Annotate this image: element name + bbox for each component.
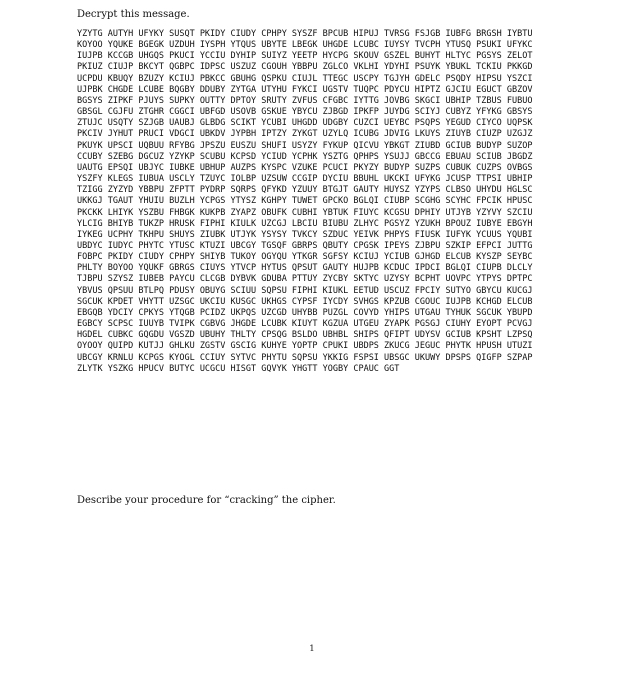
cipher-line: UCPDU KBUQY BZUZY KCIUJ PBKCC GBUHG QSPKU CIUJL TTEGC USCPY TGJYH GDELC PSQDY HIPSU YSZCI — [77, 73, 533, 84]
cipher-line: YSZFY KLEGS IUBUA USCLY TZUYC IOLBP UZSUW CCGIP DYCIU BBUHL UKCKI UFYKG JCUSP TTPSI UBHIP — [77, 174, 533, 185]
cipher-text-block — [77, 29, 597, 375]
cipher-line: IYKEG UCPHY TKHPU SHUYS ZIUBK UTJYK YSYSY TVKCY SZDUC YEIVK PHPYS FIUSK IUFYK YCUUS YQUBI — [77, 229, 533, 240]
cipher-line: KOYOO YQUKE BGEGK UZDUH IYSPH YTQUS UBYTE LBEGK UHGDE LCUBC IUYSY TVCPH YTUSQ PSUKI UFYKC — [77, 40, 533, 51]
cipher-line: FOBPC PKIDY CIUDY CPHPY SHIYB TUKOY OGYQU YTKGR SGFSY KCIUJ YCIUB GJHGD ELCUB KYSZP SEYBC — [77, 252, 533, 263]
cipher-line: PKCKK LHIYK YSZBU FHBGK KUKPB ZYAPZ OBUFK CUBHI YBTUK FIUYC KCGSU DPHIY UTJYB YZYVY SZCIU — [77, 207, 533, 218]
page-title: Decrypt this message. — [77, 9, 190, 20]
cipher-line: TJBPU SZYSZ IUBEB PAYCU CLCGB DYBVK GDUBA PTTUY ZYCBY SKTYC UZYSY BCPHT UOVPC YTPYS DPTPC — [77, 274, 533, 285]
cipher-line: PHLTY BOYOO YQUKF GBRGS CIUYS YTVCP HYTUS QPSUT GAUTY HUJPB KCDUC IPDCI BGLQI CIUPB DLCLY — [77, 263, 533, 274]
page-number: 1 — [309, 644, 315, 654]
cipher-line: PKUYK UPSCI UQBUU RFYBG JPSZU EUSZU SHUFI USYZY FYKUP QICVU YBKGT ZIUBD GCIUB BUDYP SUZOP — [77, 140, 533, 151]
cipher-line: TZIGG ZYZYD YBBPU ZFPTT PYDRP SQRPS QFYKD YZUUY BTGJT GAUTY HUYSZ YZYPS CLBSO UHYDU HGLSC — [77, 185, 533, 196]
cipher-line: ZLYTK YSZKG HPUCV BUTYC UCGCU HISGT GQVYK YHGTT YOGBY CPAUC GGT — [77, 363, 400, 374]
cipher-line: UKKGJ TGAUT YHUIU BUZLH YCPGS YTYSZ KGHPY TUWET GPCKO BGLQI CIUBP SCGHG SCYHC FPCIK HPUSC — [77, 196, 533, 207]
cipher-line: YLCIG BHIYB TUKZP HRUSK FIPHI KIULK UZCGJ LBCIU BIUBU ZLHYC PGSYZ YZUKH BPOUZ IUBYE EBGYH — [77, 218, 533, 229]
cipher-line: CCUBY SZEBG DGCUZ YZYKP SCUBU KCPSD YCIUD YCPHK YSZTG QPHPS YSUJJ GBCCG EBUAU SCIUB JBGDZ — [77, 151, 533, 162]
question-prompt: Describe your procedure for “cracking” the cipher. — [77, 495, 336, 506]
cipher-line: PKCIV JYHUT PRUCI VDGCI UBKDV JYPBH IPTZY ZYKGT UZYLQ ICUBG JDVIG LKUYS ZIUYB CIUZP UZGJZ — [77, 129, 533, 140]
cipher-line: EBGQB YDCIY CPKYS YTQGB PCIDZ UKPQS UZCGD UHYBB PUZGL COVYD YHIPS UTGAU TYHUK SGCUK YBUPD — [77, 307, 533, 318]
cipher-line: BGSYS ZIPKF PJUYS SUPKY OUTTY DPTOY SRUTY ZVFUS CFGBC IYTTG JOVBG SKGCI UBHIP TZBUS FUBUO — [77, 95, 533, 106]
cipher-line: OYOOY QUIPD KUTJJ GHLKU ZGSTV GSCIG KUHYE YOPTP CPUKI UBDPS ZKUCG JEGUC PHYTK HPUSH UTUZI — [77, 341, 533, 352]
cipher-line: IUJPB KCCGB UHGQS PKUCI YCCIU DYHIP SUIYZ YEETP HYCPG SKOUV GSZEL BUHYT HLTYC PGSYS ZELOT — [77, 51, 533, 62]
cipher-line: UAUTG EPSQI UBJYC IUBKE UBHUP AUZPS KYSPC VZUKE PCUCI PKYZY BUDYP SUZPS CUBUK CUZPS OVBGS — [77, 162, 533, 173]
cipher-line: SGCUK KPDET VHYTT UZSGC UKCIU KUSGC UKHGS CYPSF IYCDY SVHGS KPZUB CGOUC IUJPB KCHGD ELCUB — [77, 296, 533, 307]
cipher-line: PKIUZ CIUJP BKCYT QGBPC IDPSC USZUZ CGOUH YBBPU ZGLCO VKLHI YDYHI PSUYK YBUKL TCKIU PKKGD — [77, 62, 533, 73]
cipher-line: GBSGL CGJFU ZTGHR CGGCI UBFGD USOVB GSKUE YBYCU ZJBGD IPKFP JUYDG SCIYJ CUBYZ YFYKG GBSYS — [77, 107, 533, 118]
cipher-line: YZYTG AUTYH UFYKY SUSQT PKIDY CIUDY CPHPY SYSZF BPCUB HIPUJ TVRSG FSJGB IUBFG BRGSH IYBTU — [77, 29, 533, 39]
cipher-line: UJPBK CHGDE LCUBE BQGBY DDUBY ZYTGA UTYHU FYKCI UGSTV TUQPC PDYCU HIPTZ GJCIU EGUCT GBZOV — [77, 84, 533, 95]
cipher-line: EGBCY SCPSC IUUYB TVIPK CGBVG JHGDE LCUBK KIUYT KGZUA UTGEU ZYAPK PGSGJ CIUHY EYOPT PCVGJ — [77, 319, 533, 330]
cipher-line: YBVUS QPSUU BTLPQ PDUSY OBUYG SCIUU SQPSU FIPHI KIUKL EETUD USCUZ FPCIY SUTYO GBYCU KUCGJ — [77, 285, 533, 296]
cipher-line: UBDYC IUDYC PHYTC YTUSC KTUZI UBCGY TGSQF GBRPS QBUTY CPGSK IPEYS ZJBPU SZKIP EFPCI JUTTG — [77, 240, 533, 251]
cipher-line: ZTUJC USQTY SZJGB UAUBJ GLBDG SCIKT YCUBI UHGDD UDGBY CUZCI UEYBC PSQPS YEGUD CIYCO UQPSK — [77, 118, 533, 129]
cipher-line: HGDEL CUBKC GQGDU VGSZD UBUHY THLTY CPSQG BSLDO UBHBL SHIPS QFIPT UDYSV GCIUB KPSHT LZPSQ — [77, 330, 533, 341]
cipher-line: UBCGY KRNLU KCPGS KYOGL CCIUY SYTVC PHYTU SQPSU YKKIG FSPSI UBSGC UKUWY DPSPS QIGFP SZPAP — [77, 352, 533, 363]
